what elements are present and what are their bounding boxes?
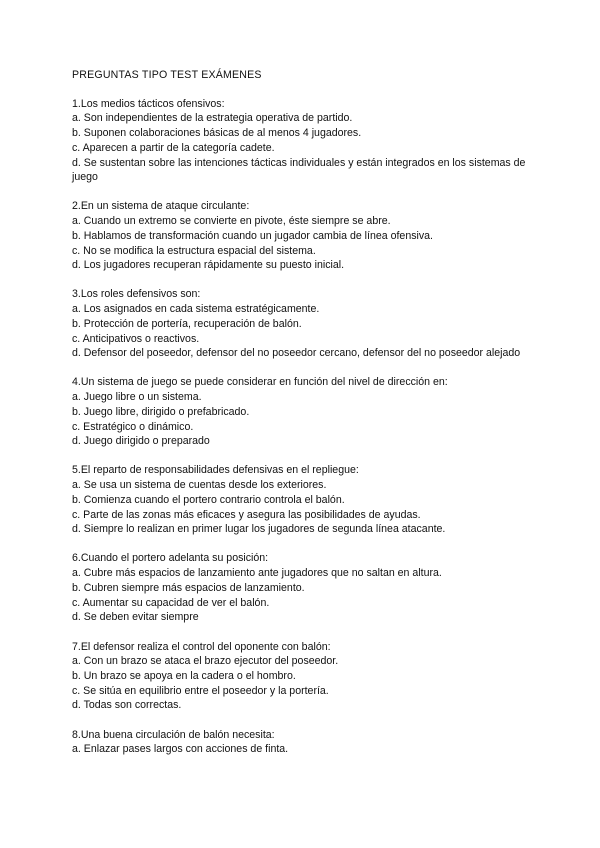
document-title: PREGUNTAS TIPO TEST EXÁMENES: [72, 69, 262, 81]
question-8: [72, 728, 542, 757]
answer-option: a. Juego libre o un sistema.: [72, 391, 202, 404]
answer-option: a. Cuando un extremo se convierte en pivote, éste siempre se abre.: [72, 215, 391, 228]
answer-option: b. Un brazo se apoya en la cadera o el hombro.: [72, 669, 296, 682]
answer-option: d. Defensor del poseedor, defensor del no poseedor cercano, defensor del no poseedor alejado: [72, 347, 521, 360]
answer-option: b. Comienza cuando el portero contrario controla el balón.: [72, 493, 345, 506]
answer-option: b. Protección de portería, recuperación de balón.: [72, 317, 302, 330]
question-stem: 4.Un sistema de juego se puede considerar en función del nivel de dirección en:: [72, 376, 448, 389]
question-stem: 2.En un sistema de ataque circulante:: [72, 200, 250, 213]
answer-option: c. Estratégico o dinámico.: [72, 420, 194, 433]
answer-option: c. Aumentar su capacidad de ver el balón.: [72, 596, 270, 609]
answer-option: a. Cubre más espacios de lanzamiento ante jugadores que no saltan en altura.: [72, 567, 442, 580]
question-stem: 7.El defensor realiza el control del oponente con balón:: [72, 640, 331, 653]
question-4: [72, 375, 542, 449]
answer-option: d. Se sustentan sobre las intenciones tácticas individuales y están integrados en los sistemas de juego: [72, 156, 526, 184]
question-stem: 3.Los roles defensivos son:: [72, 288, 201, 301]
answer-option: a. Enlazar pases largos con acciones de finta.: [72, 743, 289, 756]
answer-option: d. Siempre lo realizan en primer lugar los jugadores de segunda línea atacante.: [72, 523, 446, 536]
answer-option: c. Se sitúa en equilibrio entre el poseedor y la portería.: [72, 684, 329, 697]
question-6: [72, 551, 542, 625]
question-stem: 1.Los medios tácticos ofensivos:: [72, 97, 225, 110]
question-stem: 8.Una buena circulación de balón necesita:: [72, 728, 275, 741]
answer-option: b. Hablamos de transformación cuando un jugador cambia de línea ofensiva.: [72, 229, 433, 242]
answer-option: a. Con un brazo se ataca el brazo ejecutor del poseedor.: [72, 655, 339, 668]
answer-option: a. Los asignados en cada sistema estratégicamente.: [72, 303, 320, 316]
answer-option: b. Juego libre, dirigido o prefabricado.: [72, 405, 250, 418]
answer-option: d. Juego dirigido o preparado: [72, 435, 210, 448]
question-list: [72, 97, 542, 757]
question-stem: 6.Cuando el portero adelanta su posición:: [72, 552, 269, 565]
answer-option: b. Suponen colaboraciones básicas de al menos 4 jugadores.: [72, 127, 362, 140]
answer-option: c. Anticipativos o reactivos.: [72, 332, 200, 345]
question-5: [72, 463, 542, 537]
question-2: [72, 199, 542, 273]
question-7: [72, 640, 542, 714]
answer-option: d. Todas son correctas.: [72, 699, 182, 712]
answer-option: c. Aparecen a partir de la categoría cadete.: [72, 141, 275, 154]
answer-option: a. Se usa un sistema de cuentas desde los exteriores.: [72, 479, 327, 492]
answer-option: c. Parte de las zonas más eficaces y asegura las posibilidades de ayudas.: [72, 508, 421, 521]
document-page: [72, 68, 542, 771]
answer-option: d. Los jugadores recuperan rápidamente su puesto inicial.: [72, 259, 345, 272]
answer-option: b. Cubren siempre más espacios de lanzamiento.: [72, 581, 305, 594]
question-3: [72, 287, 542, 361]
answer-option: a. Son independientes de la estrategia operativa de partido.: [72, 112, 353, 125]
answer-option: c. No se modifica la estructura espacial del sistema.: [72, 244, 316, 257]
answer-option: d. Se deben evitar siempre: [72, 611, 199, 624]
question-stem: 5.El reparto de responsabilidades defensivas en el repliegue:: [72, 464, 359, 477]
question-1: [72, 97, 542, 185]
